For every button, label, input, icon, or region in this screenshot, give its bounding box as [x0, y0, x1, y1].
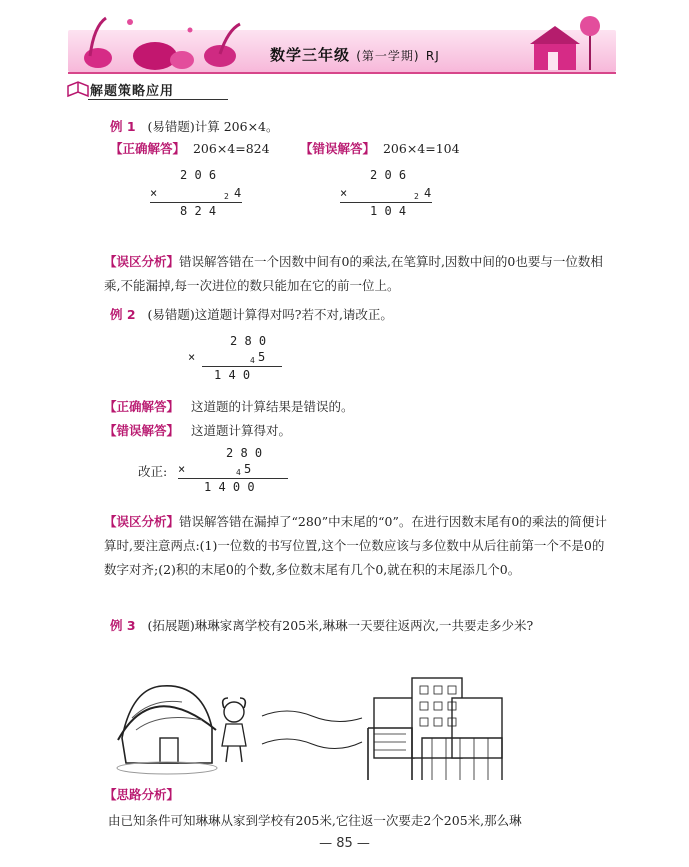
- calc-row1: 2 8 0: [230, 334, 267, 348]
- ex3-question-text: 琳琳家离学校有205米,琳琳一天要往返两次,一共要走多少米?: [194, 618, 534, 633]
- calc-rule: [340, 202, 432, 203]
- ex1-calc-correct: [150, 168, 250, 224]
- ex1-correct-text: 206×4=824: [192, 141, 270, 156]
- book-icon: [66, 80, 90, 100]
- calc-rule: [178, 478, 288, 479]
- calc-result: 8 2 4: [180, 204, 217, 218]
- ex3-tag: (拓展题): [147, 618, 195, 633]
- ex1-tag: (易错题): [147, 119, 195, 134]
- calc-operator: ×: [178, 462, 186, 476]
- house-girl-school-illustration-icon: [112, 668, 512, 788]
- ex2-analysis-label: 【误区分析】: [104, 514, 180, 529]
- page-number: — 85 —: [319, 836, 370, 851]
- calc-rule: [150, 202, 242, 203]
- calc-carry: 2: [414, 192, 419, 201]
- section-title: 解题策略应用: [90, 84, 175, 99]
- calc-operator: ×: [340, 186, 348, 200]
- ex3-label: 例 3: [110, 618, 136, 633]
- ex1-question-text: 计算 206×4。: [194, 119, 279, 134]
- ex2-calc-fix: [178, 446, 298, 502]
- ex2-question: [110, 306, 393, 324]
- ex2-wrong-label: 【错误解答】: [104, 423, 180, 438]
- ex1-answers: [110, 140, 270, 158]
- ex3-think-text: 由已知条件可知琳琳从家到学校有205米,它往返一次要走2个205米,那么琳: [108, 813, 522, 828]
- calc-result: 1 4 0: [214, 368, 251, 382]
- calc-result: 1 4 0 0: [204, 480, 255, 494]
- ex3-question: [110, 614, 612, 638]
- ex2-analysis-text: 错误解答错在漏掉了“280”中末尾的“0”。在进行因数末尾有0的乘法的简便计算时,要注意两点:(1)一位数的书写位置,这个一位数应该与多位数中从后往前第一个不是0的数字对齐;(2)积的末尾0的个数,多位数末尾有几个0,就在积的末尾添几个0。: [104, 514, 607, 577]
- ex1-wrong-text: 206×4=104: [382, 141, 460, 156]
- ex1-label: 例 1: [110, 119, 136, 134]
- header-house-decoration-icon: [520, 10, 616, 72]
- calc-operator: ×: [188, 350, 196, 364]
- ex2-correct: [104, 398, 353, 416]
- calc-row1: 2 0 6: [370, 168, 407, 182]
- ex1-analysis-label: 【误区分析】: [104, 254, 180, 269]
- calc-row1: 2 0 6: [180, 168, 217, 182]
- calc-carry: 4: [236, 468, 241, 477]
- ex1-analysis: [104, 250, 612, 298]
- calc-row2: 4: [234, 186, 242, 200]
- ex3-think-label: 【思路分析】: [104, 787, 180, 802]
- ex1-wrong-label: 【错误解答】: [300, 141, 376, 156]
- ex1-analysis-text: 错误解答错在一个因数中间有0的乘法,在笔算时,因数中间的0也要与一位数相乘,不能漏掉,每一次进位的数只能加在它的前一位上。: [104, 254, 603, 293]
- calc-carry: 2: [224, 192, 229, 201]
- header-divider: [68, 72, 616, 74]
- section-underline: [88, 99, 228, 100]
- header-title-main: 数学三年级: [270, 46, 351, 64]
- ex2-wrong-text: 这道题计算得对。: [190, 423, 291, 438]
- calc-row2: 4: [424, 186, 432, 200]
- ex2-calc: [188, 334, 298, 390]
- ex1-question: [110, 118, 279, 136]
- ex1-wrong: [300, 140, 460, 158]
- ex1-correct-label: 【正确解答】: [110, 141, 186, 156]
- ex2-question-text: 这道题计算得对吗?若不对,请改正。: [194, 307, 393, 322]
- ex2-correct-text: 这道题的计算结果是错误的。: [190, 399, 354, 414]
- calc-result: 1 0 4: [370, 204, 407, 218]
- calc-row2: 5: [244, 462, 252, 476]
- ex2-fix-label: 改正:: [138, 464, 168, 479]
- header-title: [270, 44, 440, 65]
- ex2-analysis: [104, 510, 612, 582]
- ex2-wrong: [104, 422, 291, 440]
- ex2-tag: (易错题): [147, 307, 195, 322]
- header-title-sub: (第一学期): [356, 49, 420, 63]
- ex2-correct-label: 【正确解答】: [104, 399, 180, 414]
- calc-operator: ×: [150, 186, 158, 200]
- page-header: [0, 0, 689, 78]
- calc-row2: 5: [258, 350, 266, 364]
- header-flower-decoration-icon: [70, 6, 270, 72]
- ex3-think: [104, 786, 179, 804]
- ex1-calc-wrong: [340, 168, 440, 224]
- calc-carry: 4: [250, 356, 255, 365]
- ex2-label: 例 2: [110, 307, 136, 322]
- header-title-edition: RJ: [425, 49, 440, 63]
- calc-row1: 2 8 0: [226, 446, 263, 460]
- calc-rule: [202, 366, 282, 367]
